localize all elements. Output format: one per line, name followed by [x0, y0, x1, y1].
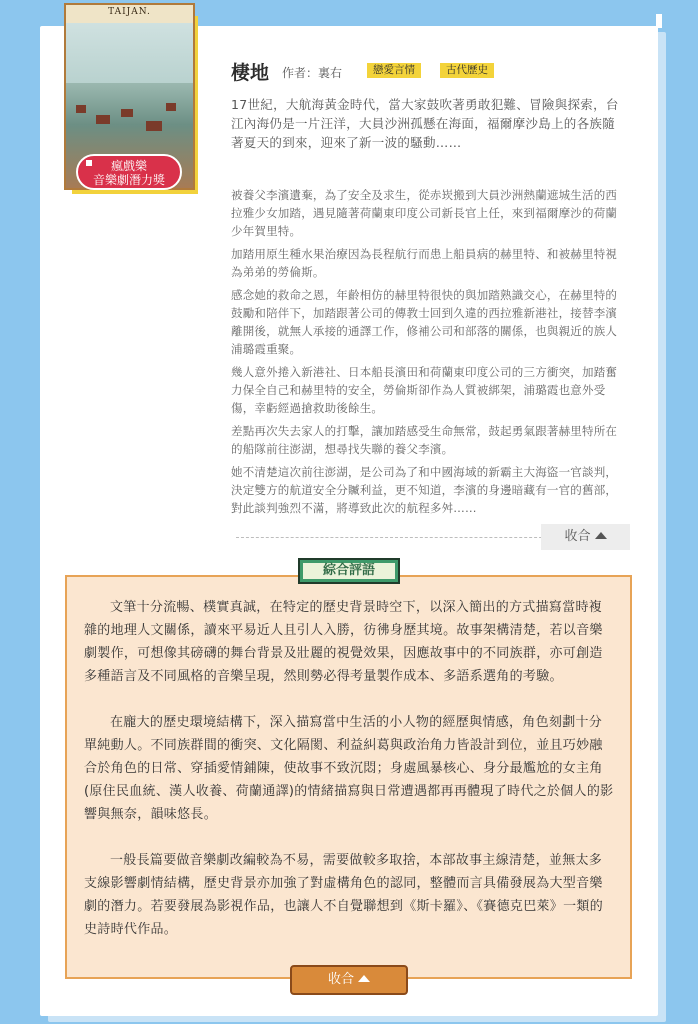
story-paragraph: 差點再次失去家人的打擊，讓加踏感受生命無常，鼓起勇氣跟著赫里特所在的船隊前往澎湖，想尋找失聯的養父李濱。: [231, 424, 618, 456]
story-paragraph: 感念她的救命之恩，年齡相仿的赫里特很快的與加踏熟識交心，在赫里特的鼓勵和陪伴下，加踏跟著公司的傳教士回到久違的西拉雅新港社，接替李濱離開後，就無人承接的通譯工作，修補公司和部落的關係，也與親近的族人浦璐霞重聚。: [231, 288, 618, 356]
review-heading-text: 綜合評語: [303, 563, 395, 579]
story-paragraph: 被養父李濱遺棄，為了安全及求生，從赤崁搬到大員沙洲熱蘭遮城生活的西拉雅少女加踏，遇見隨著荷蘭東印度公司新長官上任，來到福爾摩沙的荷蘭少年賀里特。: [231, 188, 618, 238]
story-synopsis: [231, 186, 624, 522]
badge-line-2: 音樂劇潛力獎: [92, 173, 165, 187]
badge-icon: [86, 160, 92, 166]
review-heading: [298, 558, 400, 584]
story-paragraph: 加踏用原生種水果治療因為長程航行而患上船員病的赫里特、和被赫里特視為弟弟的勞倫斯。: [231, 247, 618, 279]
tag-romance[interactable]: 戀愛言情: [367, 63, 421, 78]
collapse-synopsis-button[interactable]: [541, 524, 630, 550]
cover-sea: [66, 23, 193, 83]
collapse-review-button[interactable]: [290, 965, 408, 995]
review-paragraph: 文筆十分流暢、樸實真誠，在特定的歷史背景時空下，以深入簡出的方式描寫當時複雜的地理人文關係，讀來平易近人且引人入勝，彷彿身歷其境。故事架構清楚，若以音樂劇製作，可想像其磅礴的舞台背景及壯麗的視覺效果，因應故事中的不同族群，亦可創造多種語言及不同風格的音樂呈現，然則勢必得考量製作成本、多語系選角的考驗。: [84, 600, 603, 684]
card-tab: [656, 14, 662, 28]
chevron-up-icon: [358, 975, 370, 982]
work-author: 作者：裏右: [282, 66, 343, 80]
chevron-up-icon: [595, 532, 607, 539]
section-divider: [236, 537, 552, 538]
tag-history[interactable]: 古代歷史: [440, 63, 494, 78]
story-paragraph: 幾人意外捲入新港社、日本船長濱田和荷蘭東印度公司的三方衝突，加踏奮力保全自己和赫里特的安全，勞倫斯卻作為人質被綁架，浦璐霞也意外受傷，幸虧經過搶救助後餘生。: [231, 365, 618, 415]
badge-line-1: 瘋戲樂: [110, 159, 147, 173]
cover-title-bar: [66, 5, 193, 24]
award-badge: [76, 154, 182, 190]
cover-title: TAIJAN.: [108, 7, 151, 17]
review-paragraph: 一般長篇要做音樂劇改編較為不易，需要做較多取捨，本部故事主線清楚，並無太多支線影響劇情結構，歷史背景亦加強了對虛構角色的認同，整體而言具備發展為大型音樂劇的潛力。若要發展為影視作品，也讓人不自覺聯想到《斯卡羅》、《賽德克巴萊》一類的史詩時代作品。: [84, 853, 604, 937]
review-paragraph: 在龐大的歷史環境結構下，深入描寫當中生活的小人物的經歷與情感，角色刻劃十分單純動人。不同族群間的衝突、文化隔閡、利益糾葛與政治角力皆設計到位，並且巧妙融合於角色的日常、穿插愛情鋪陳，使故事不致沉悶；身處風暴核心、身分最尷尬的女主角(原住民血統、漢人收養、荷蘭通譯)的情緒描寫與日常遭遇都再再體現了時代之於個人的影響與無奈，韻味悠長。: [84, 715, 614, 822]
work-title: 棲地: [231, 62, 270, 84]
work-summary: 17世紀，大航海黃金時代，當大家鼓吹著勇敢犯難、冒險與探索，台江內海仍是一片汪洋，大員沙洲孤懸在海面，福爾摩沙島上的各族隨著夏天的到來，迎來了新一波的騷動……: [231, 97, 619, 150]
collapse-label: 收合: [564, 529, 591, 544]
story-paragraph: 她不清楚這次前往澎湖，是公司為了和中國海域的新霸主大海盜一官談判，決定雙方的航道安全分贓利益，更不知道，李濱的身邊暗藏有一官的舊部，對此談判強烈不滿，將導致此次的航程多舛……: [231, 465, 618, 515]
review-body: [84, 596, 614, 964]
collapse-label: 收合: [327, 972, 354, 987]
